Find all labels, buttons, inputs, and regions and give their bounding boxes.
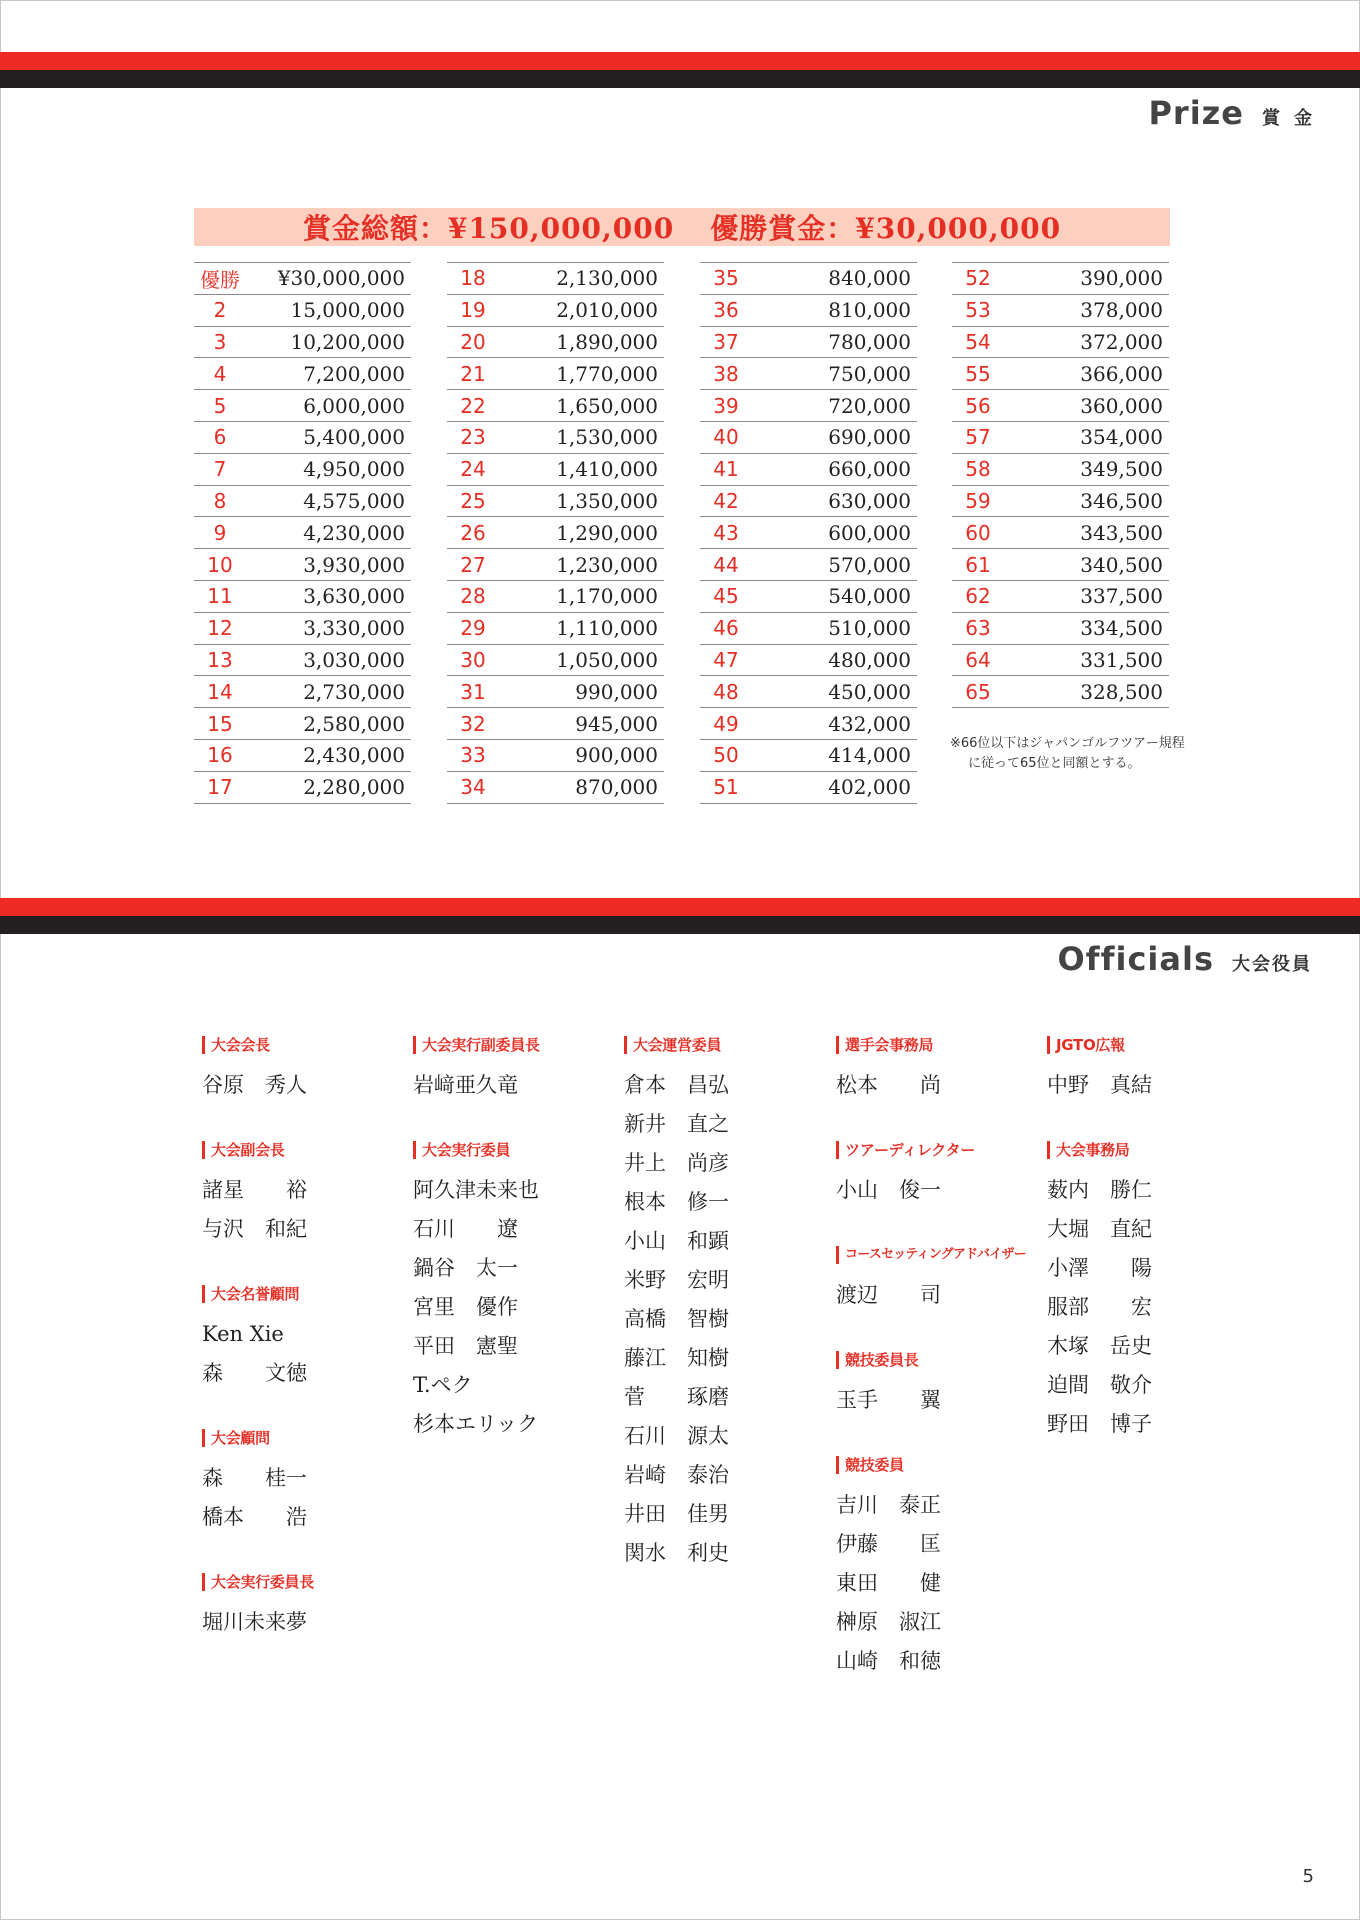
official-name: 岩﨑亜久竜 xyxy=(413,1073,518,1097)
official-name: 石川 遼 xyxy=(413,1217,518,1241)
official-name: 岩崎 泰治 xyxy=(624,1463,729,1487)
prize-rank: 59 xyxy=(965,488,991,513)
prize-row xyxy=(952,613,1169,645)
page-number: 5 xyxy=(1302,1866,1314,1887)
prize-rank: 36 xyxy=(713,298,739,323)
prize-rank: 45 xyxy=(713,584,739,609)
prize-rank: 38 xyxy=(713,361,739,386)
prize-rank: 49 xyxy=(713,711,739,736)
prize-rank: 43 xyxy=(713,520,739,545)
officials-title-en: Officials xyxy=(1057,940,1214,978)
prize-rank: 26 xyxy=(460,520,486,545)
official-name: 堀川未来夢 xyxy=(202,1610,307,1634)
prize-amount: 1,290,000 xyxy=(556,520,658,545)
official-name: 杉本エリック xyxy=(413,1412,539,1436)
official-role-heading: 大会事務局 xyxy=(1047,1141,1247,1159)
prize-row xyxy=(700,327,917,359)
prize-amount: 630,000 xyxy=(828,488,911,513)
prize-row xyxy=(700,422,917,454)
prize-amount: 1,410,000 xyxy=(556,457,658,482)
prize-row xyxy=(194,740,411,772)
official-role-heading: 大会副会長 xyxy=(202,1141,402,1159)
top-red-band xyxy=(0,52,1360,70)
prize-amount: 4,230,000 xyxy=(303,520,405,545)
official-name: 森 桂一 xyxy=(202,1466,307,1490)
prize-rank: 47 xyxy=(713,647,739,672)
official-role-heading: 大会実行副委員長 xyxy=(413,1036,613,1054)
prize-amount: 334,500 xyxy=(1080,616,1163,641)
prize-amount: 870,000 xyxy=(575,775,658,800)
prize-row xyxy=(700,676,917,708)
prize-amount: 7,200,000 xyxy=(303,361,405,386)
prize-row xyxy=(700,295,917,327)
prize-amount: 480,000 xyxy=(828,647,911,672)
official-role-heading: コースセッティングアドバイザー xyxy=(836,1246,1036,1264)
prize-rank: 15 xyxy=(207,711,233,736)
official-role-heading: 大会運営委員 xyxy=(624,1036,824,1054)
prize-rank: 61 xyxy=(965,552,991,577)
prize-row xyxy=(447,454,664,486)
prize-row xyxy=(700,613,917,645)
officials-column xyxy=(202,1036,402,1678)
prize-amount: 354,000 xyxy=(1080,425,1163,450)
prize-amount: 346,500 xyxy=(1080,488,1163,513)
prize-rank: 39 xyxy=(713,393,739,418)
official-name: 倉本 昌弘 xyxy=(624,1073,729,1097)
officials-column xyxy=(413,1036,613,1480)
prize-amount: 780,000 xyxy=(828,329,911,354)
prize-row xyxy=(447,358,664,390)
official-name: 根本 修一 xyxy=(624,1190,729,1214)
official-name: 高橋 智樹 xyxy=(624,1307,729,1331)
prize-rank: 34 xyxy=(460,775,486,800)
prize-total-label: 賞金総額：¥150,000,000 xyxy=(302,212,675,245)
prize-row xyxy=(447,708,664,740)
prize-row xyxy=(952,390,1169,422)
prize-row xyxy=(952,454,1169,486)
prize-rank: 20 xyxy=(460,329,486,354)
prize-row xyxy=(194,613,411,645)
official-name: 薮内 勝仁 xyxy=(1047,1178,1152,1202)
prize-row xyxy=(194,772,411,804)
prize-amount: 3,330,000 xyxy=(303,616,405,641)
prize-row xyxy=(447,549,664,581)
prize-row xyxy=(700,454,917,486)
prize-rank: 48 xyxy=(713,679,739,704)
top-black-band xyxy=(0,70,1360,88)
prize-amount: 331,500 xyxy=(1080,647,1163,672)
prize-row xyxy=(194,262,411,295)
prize-rank: 2 xyxy=(213,298,227,323)
official-name: 宮里 優作 xyxy=(413,1295,518,1319)
prize-rank: 60 xyxy=(965,520,991,545)
official-name: 小山 俊一 xyxy=(836,1178,941,1202)
official-name: 鍋谷 太一 xyxy=(413,1256,518,1280)
official-role-heading: JGTO広報 xyxy=(1047,1036,1247,1054)
official-role-heading: 大会会長 xyxy=(202,1036,402,1054)
official-name: 平田 憲聖 xyxy=(413,1334,518,1358)
official-name: 藤江 知樹 xyxy=(624,1346,729,1370)
official-name-list xyxy=(202,1171,402,1249)
prize-section-title xyxy=(1148,94,1326,132)
official-name: T.ペク xyxy=(413,1373,473,1397)
prize-row xyxy=(952,327,1169,359)
prize-row xyxy=(447,676,664,708)
official-name: 中野 真結 xyxy=(1047,1073,1152,1097)
prize-amount: 328,500 xyxy=(1080,679,1163,704)
prize-row xyxy=(952,645,1169,677)
prize-rank: 17 xyxy=(207,775,233,800)
prize-amount: 6,000,000 xyxy=(303,393,405,418)
middle-black-band xyxy=(0,916,1360,934)
prize-amount: 990,000 xyxy=(575,679,658,704)
prize-row xyxy=(447,772,664,804)
prize-amount: 510,000 xyxy=(828,616,911,641)
prize-row xyxy=(700,740,917,772)
prize-rank: 12 xyxy=(207,616,233,641)
prize-row xyxy=(447,613,664,645)
prize-row xyxy=(194,645,411,677)
official-name: 井田 佳男 xyxy=(624,1502,729,1526)
official-name: 谷原 秀人 xyxy=(202,1073,307,1097)
prize-rank: 28 xyxy=(460,584,486,609)
prize-rank: 46 xyxy=(713,616,739,641)
prize-row xyxy=(194,295,411,327)
prize-rank: 53 xyxy=(965,298,991,323)
prize-rank: 56 xyxy=(965,393,991,418)
official-name: Ken Xie xyxy=(202,1322,284,1346)
prize-rank: 21 xyxy=(460,361,486,386)
prize-row xyxy=(447,262,664,295)
official-name: 小山 和顕 xyxy=(624,1229,729,1253)
prize-amount: 1,170,000 xyxy=(556,584,658,609)
prize-amount: 450,000 xyxy=(828,679,911,704)
prize-amount: 2,010,000 xyxy=(556,298,658,323)
prize-rank: 11 xyxy=(207,584,233,609)
prize-rank: 4 xyxy=(213,361,227,386)
prize-row xyxy=(952,676,1169,708)
prize-rank: 32 xyxy=(460,711,486,736)
prize-rank: 52 xyxy=(965,266,991,291)
prize-amount: 1,110,000 xyxy=(556,616,658,641)
prize-amount: 1,530,000 xyxy=(556,425,658,450)
official-name: 阿久津未来也 xyxy=(413,1178,539,1202)
prize-row xyxy=(447,740,664,772)
prize-row xyxy=(700,549,917,581)
prize-amount: 3,630,000 xyxy=(303,584,405,609)
prize-amount: 1,890,000 xyxy=(556,329,658,354)
prize-rank: 51 xyxy=(713,775,739,800)
prize-amount: 690,000 xyxy=(828,425,911,450)
prize-row xyxy=(700,517,917,549)
prize-rank: 25 xyxy=(460,488,486,513)
prize-row xyxy=(194,390,411,422)
prize-rank: 64 xyxy=(965,647,991,672)
prize-rank: 24 xyxy=(460,457,486,482)
official-name: 野田 博子 xyxy=(1047,1412,1152,1436)
prize-amount: 2,580,000 xyxy=(303,711,405,736)
prize-column xyxy=(194,262,411,804)
prize-rank: 55 xyxy=(965,361,991,386)
prize-amount: 945,000 xyxy=(575,711,658,736)
official-role-heading: 競技委員長 xyxy=(836,1351,1036,1369)
prize-amount: 366,000 xyxy=(1080,361,1163,386)
prize-rank: 19 xyxy=(460,298,486,323)
prize-amount: 750,000 xyxy=(828,361,911,386)
prize-title-jp: 賞金 xyxy=(1262,108,1326,129)
prize-total-banner xyxy=(194,208,1170,246)
prize-rank: 14 xyxy=(207,679,233,704)
official-name: 新井 直之 xyxy=(624,1112,729,1136)
prize-row xyxy=(194,327,411,359)
prize-amount: 349,500 xyxy=(1080,457,1163,482)
prize-row xyxy=(700,486,917,518)
prize-amount: 810,000 xyxy=(828,298,911,323)
prize-amount: 10,200,000 xyxy=(290,329,405,354)
prize-row xyxy=(952,549,1169,581)
prize-amount: 2,280,000 xyxy=(303,775,405,800)
official-name: 森 文徳 xyxy=(202,1361,307,1385)
official-name-list xyxy=(836,1381,1036,1420)
prize-amount: 337,500 xyxy=(1080,584,1163,609)
official-name: 橋本 浩 xyxy=(202,1505,307,1529)
prize-row xyxy=(447,422,664,454)
official-role-heading: 大会実行委員 xyxy=(413,1141,613,1159)
prize-rank: 37 xyxy=(713,329,739,354)
prize-amount: ¥30,000,000 xyxy=(277,266,405,291)
prize-row xyxy=(952,581,1169,613)
officials-title-jp: 大会役員 xyxy=(1232,954,1312,975)
official-name: 吉川 泰正 xyxy=(836,1493,941,1517)
official-name-list xyxy=(836,1171,1036,1210)
prize-rank: 35 xyxy=(713,266,739,291)
prize-row xyxy=(194,422,411,454)
official-name-list xyxy=(624,1066,824,1573)
official-role-heading: 競技委員 xyxy=(836,1456,1036,1474)
prize-amount: 2,730,000 xyxy=(303,679,405,704)
prize-rank: 7 xyxy=(213,457,227,482)
prize-rank: 3 xyxy=(213,329,227,354)
prize-rank: 13 xyxy=(207,647,233,672)
prize-rank: 29 xyxy=(460,616,486,641)
official-name-list xyxy=(836,1066,1036,1105)
official-name: 服部 宏 xyxy=(1047,1295,1152,1319)
prize-row xyxy=(447,645,664,677)
prize-amount: 4,950,000 xyxy=(303,457,405,482)
prize-amount: 15,000,000 xyxy=(290,298,405,323)
prize-rank: 23 xyxy=(460,425,486,450)
official-name: 伊藤 匡 xyxy=(836,1532,941,1556)
prize-rank: 30 xyxy=(460,647,486,672)
prize-rank: 9 xyxy=(213,520,227,545)
prize-note: ※66位以下はジャパンゴルフツアー規程に従って65位と同額とする。 xyxy=(950,736,1185,771)
prize-row xyxy=(700,645,917,677)
official-name: 迫間 敬介 xyxy=(1047,1373,1152,1397)
prize-amount: 1,230,000 xyxy=(556,552,658,577)
official-name: 井上 尚彦 xyxy=(624,1151,729,1175)
prize-row xyxy=(447,327,664,359)
prize-row xyxy=(447,581,664,613)
official-name-list xyxy=(202,1066,402,1105)
prize-row xyxy=(194,517,411,549)
prize-rank: 8 xyxy=(213,488,227,513)
official-name: 玉手 翼 xyxy=(836,1388,941,1412)
official-name-list xyxy=(202,1603,402,1642)
prize-amount: 432,000 xyxy=(828,711,911,736)
prize-row xyxy=(447,390,664,422)
middle-red-band xyxy=(0,898,1360,916)
prize-amount: 720,000 xyxy=(828,393,911,418)
official-name: 山崎 和徳 xyxy=(836,1649,941,1673)
official-role-heading: 大会名誉顧問 xyxy=(202,1285,402,1303)
official-name: 松本 尚 xyxy=(836,1073,941,1097)
prize-row xyxy=(194,549,411,581)
prize-amount: 2,430,000 xyxy=(303,743,405,768)
prize-row xyxy=(952,517,1169,549)
prize-row xyxy=(700,581,917,613)
prize-amount: 1,050,000 xyxy=(556,647,658,672)
prize-row xyxy=(447,517,664,549)
officials-column xyxy=(836,1036,1036,1717)
prize-column xyxy=(700,262,917,804)
prize-column xyxy=(447,262,664,804)
prize-amount: 390,000 xyxy=(1080,266,1163,291)
prize-rank: 18 xyxy=(460,266,486,291)
official-role-heading: 大会実行委員長 xyxy=(202,1573,402,1591)
prize-row xyxy=(700,708,917,740)
prize-amount: 660,000 xyxy=(828,457,911,482)
official-name: 木塚 岳史 xyxy=(1047,1334,1152,1358)
prize-title-en: Prize xyxy=(1148,94,1244,132)
prize-row xyxy=(194,454,411,486)
official-name-list xyxy=(1047,1066,1247,1105)
official-role-heading: 選手会事務局 xyxy=(836,1036,1036,1054)
prize-row xyxy=(952,262,1169,295)
official-name-list xyxy=(202,1315,402,1393)
prize-winner-label: 優勝賞金：¥30,000,000 xyxy=(710,212,1062,245)
official-name-list xyxy=(413,1171,613,1444)
prize-rank: 33 xyxy=(460,743,486,768)
prize-amount: 1,770,000 xyxy=(556,361,658,386)
official-role-heading: ツアーディレクター xyxy=(836,1141,1036,1159)
prize-amount: 840,000 xyxy=(828,266,911,291)
official-name-list xyxy=(1047,1171,1247,1444)
prize-rank: 62 xyxy=(965,584,991,609)
prize-row xyxy=(700,262,917,295)
prize-amount: 3,030,000 xyxy=(303,647,405,672)
prize-column xyxy=(952,262,1169,708)
prize-rank: 44 xyxy=(713,552,739,577)
prize-row xyxy=(194,486,411,518)
prize-amount: 1,350,000 xyxy=(556,488,658,513)
official-name: 菅 琢磨 xyxy=(624,1385,729,1409)
official-name-list xyxy=(413,1066,613,1105)
prize-amount: 340,500 xyxy=(1080,552,1163,577)
prize-rank: 54 xyxy=(965,329,991,354)
prize-rank: 16 xyxy=(207,743,233,768)
prize-rank: 57 xyxy=(965,425,991,450)
prize-row xyxy=(194,708,411,740)
prize-rank: 10 xyxy=(207,552,233,577)
official-name: 米野 宏明 xyxy=(624,1268,729,1292)
prize-rank: 58 xyxy=(965,457,991,482)
prize-row xyxy=(952,422,1169,454)
prize-amount: 343,500 xyxy=(1080,520,1163,545)
prize-rank: 6 xyxy=(213,425,227,450)
officials-section-title xyxy=(1057,940,1312,978)
prize-row xyxy=(194,581,411,613)
prize-row xyxy=(194,676,411,708)
official-name-list xyxy=(202,1459,402,1537)
prize-amount: 4,575,000 xyxy=(303,488,405,513)
prize-rank: 41 xyxy=(713,457,739,482)
prize-row xyxy=(447,295,664,327)
prize-row xyxy=(952,295,1169,327)
prize-amount: 5,400,000 xyxy=(303,425,405,450)
prize-rank: 40 xyxy=(713,425,739,450)
prize-row xyxy=(700,772,917,804)
official-name: 与沢 和紀 xyxy=(202,1217,307,1241)
prize-amount: 570,000 xyxy=(828,552,911,577)
prize-rank: 5 xyxy=(213,393,227,418)
prize-amount: 378,000 xyxy=(1080,298,1163,323)
prize-amount: 1,650,000 xyxy=(556,393,658,418)
prize-amount: 600,000 xyxy=(828,520,911,545)
prize-amount: 372,000 xyxy=(1080,329,1163,354)
prize-row xyxy=(194,358,411,390)
official-name: 諸星 裕 xyxy=(202,1178,307,1202)
prize-amount: 402,000 xyxy=(828,775,911,800)
prize-row xyxy=(447,486,664,518)
prize-amount: 360,000 xyxy=(1080,393,1163,418)
prize-amount: 3,930,000 xyxy=(303,552,405,577)
prize-rank: 42 xyxy=(713,488,739,513)
prize-row xyxy=(952,486,1169,518)
official-name: 渡辺 司 xyxy=(836,1283,941,1307)
official-name-list xyxy=(836,1276,1036,1315)
official-name: 大堀 直紀 xyxy=(1047,1217,1152,1241)
prize-rank: 優勝 xyxy=(200,267,240,292)
prize-rank: 22 xyxy=(460,393,486,418)
official-name: 東田 健 xyxy=(836,1571,941,1595)
prize-amount: 414,000 xyxy=(828,743,911,768)
official-name: 石川 源太 xyxy=(624,1424,729,1448)
official-name: 榊原 淑江 xyxy=(836,1610,941,1634)
officials-column xyxy=(1047,1036,1247,1480)
prize-rank: 31 xyxy=(460,679,486,704)
official-name: 小澤 陽 xyxy=(1047,1256,1152,1280)
prize-amount: 540,000 xyxy=(828,584,911,609)
official-name-list xyxy=(836,1486,1036,1681)
prize-rank: 65 xyxy=(965,679,991,704)
prize-row xyxy=(952,358,1169,390)
official-role-heading: 大会顧問 xyxy=(202,1429,402,1447)
prize-row xyxy=(700,358,917,390)
prize-rank: 50 xyxy=(713,743,739,768)
prize-amount: 2,130,000 xyxy=(556,266,658,291)
official-name: 関水 利史 xyxy=(624,1541,729,1565)
prize-amount: 900,000 xyxy=(575,743,658,768)
prize-rank: 63 xyxy=(965,616,991,641)
prize-row xyxy=(700,390,917,422)
prize-rank: 27 xyxy=(460,552,486,577)
officials-column xyxy=(624,1036,824,1609)
